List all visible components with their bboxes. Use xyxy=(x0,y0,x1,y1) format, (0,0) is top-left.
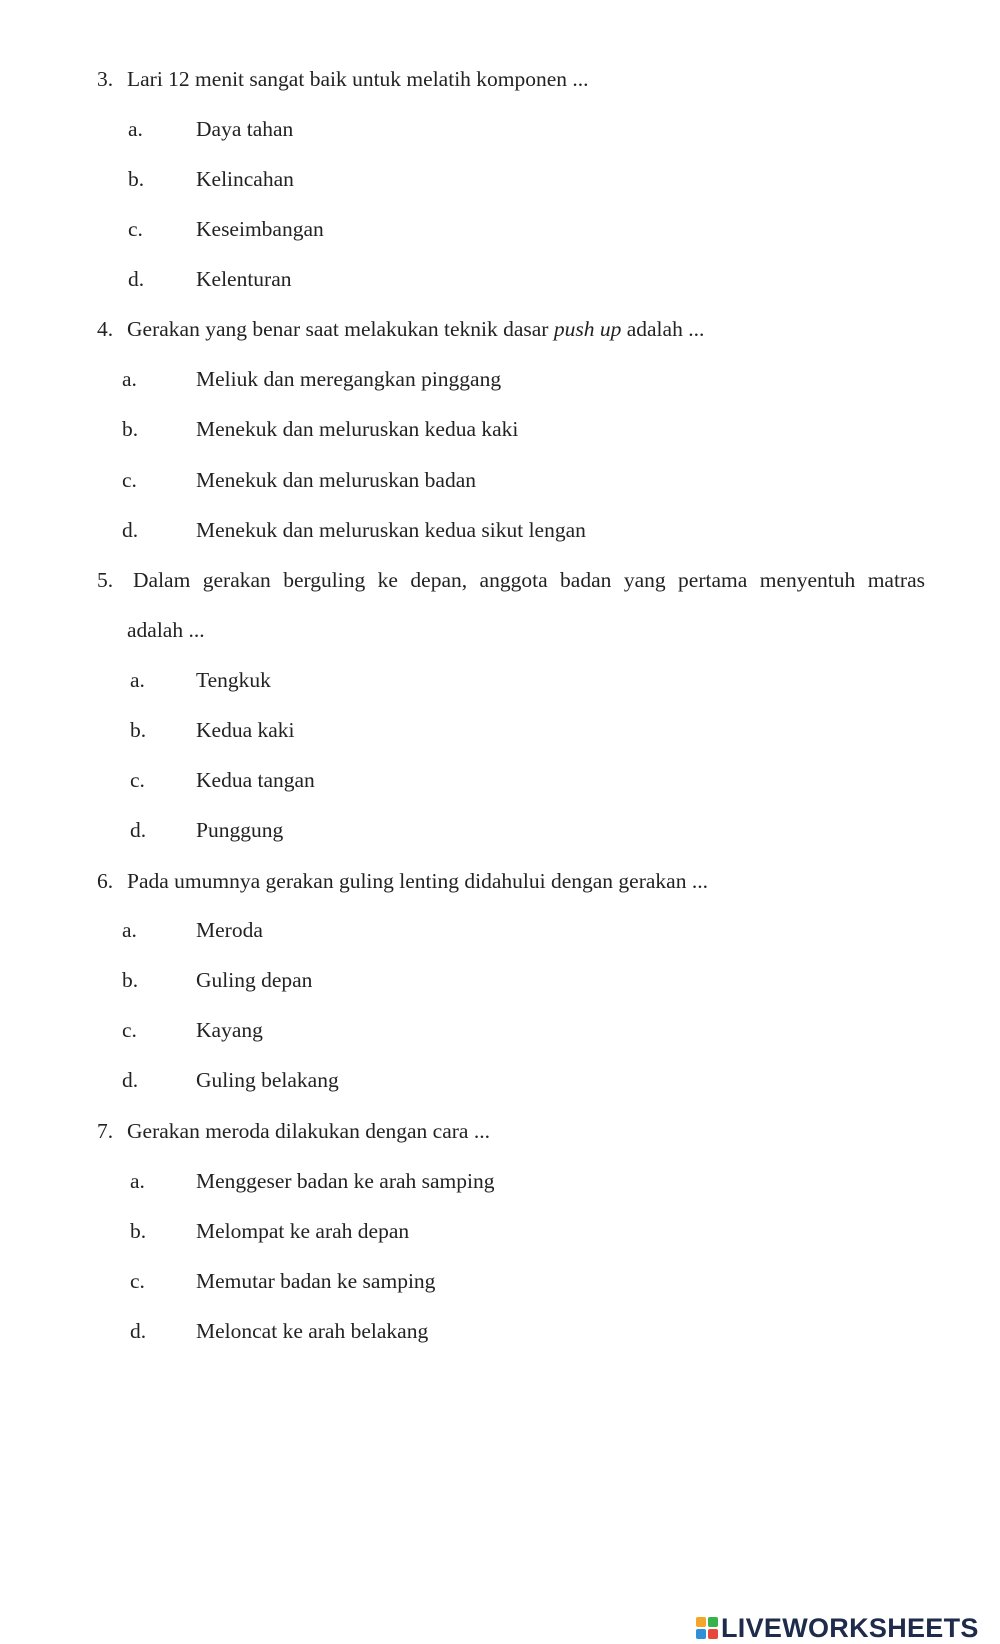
option-letter: b. xyxy=(122,417,139,441)
option-text: Menekuk dan meluruskan badan xyxy=(196,468,477,492)
option-letter: a. xyxy=(128,117,143,141)
question-3 xyxy=(97,67,589,91)
question-text: Gerakan meroda dilakukan dengan cara ... xyxy=(127,1119,490,1143)
logo-square-icon xyxy=(696,1617,706,1627)
option-text: Melompat ke arah depan xyxy=(196,1219,410,1243)
question-6 xyxy=(97,869,708,893)
option-letter: c. xyxy=(128,217,143,241)
option-text: Kayang xyxy=(196,1018,263,1042)
option-letter: a. xyxy=(130,668,145,692)
option-letter: b. xyxy=(128,167,145,191)
option-letter: c. xyxy=(130,1269,145,1293)
option-letter: a. xyxy=(122,918,137,942)
logo-text: LIVEWORKSHEETS xyxy=(721,1612,979,1643)
question-number: 3. xyxy=(97,67,114,91)
option-letter: b. xyxy=(130,718,147,742)
option-text: Meloncat ke arah belakang xyxy=(196,1319,429,1343)
question-text-line1: Dalam gerakan berguling ke depan, anggota badan yang pertama menyentuh matras xyxy=(133,568,925,592)
option-letter: d. xyxy=(130,1319,147,1343)
question-text-italic: push up xyxy=(553,317,622,341)
option-text: Meliuk dan meregangkan pinggang xyxy=(196,367,502,391)
option-text: Tengkuk xyxy=(196,668,271,692)
option-text: Daya tahan xyxy=(196,117,294,141)
question-text-before: Gerakan yang benar saat melakukan teknik dasar xyxy=(127,317,554,341)
question-text: Pada umumnya gerakan guling lenting didahului dengan gerakan ... xyxy=(127,869,708,893)
question-text xyxy=(127,317,704,341)
option-letter: a. xyxy=(122,367,137,391)
option-text: Memutar badan ke samping xyxy=(196,1269,436,1293)
option-text: Kedua kaki xyxy=(196,718,295,742)
option-text: Menekuk dan meluruskan kedua kaki xyxy=(196,417,519,441)
logo-square-icon xyxy=(696,1629,706,1639)
logo-square-icon xyxy=(708,1617,718,1627)
option-letter: c. xyxy=(122,468,137,492)
option-text: Menekuk dan meluruskan kedua sikut lengan xyxy=(196,518,586,542)
question-text-after: adalah ... xyxy=(621,317,705,341)
option-letter: d. xyxy=(122,518,139,542)
option-letter: c. xyxy=(122,1018,137,1042)
option-text: Keseimbangan xyxy=(196,217,324,241)
question-number: 5. xyxy=(97,568,114,592)
question-7 xyxy=(97,1119,490,1143)
option-text: Guling depan xyxy=(196,968,313,992)
liveworksheets-logo-icon xyxy=(696,1617,718,1639)
logo-square-icon xyxy=(708,1629,718,1639)
liveworksheets-logo[interactable] xyxy=(696,1613,979,1643)
question-text: Lari 12 menit sangat baik untuk melatih komponen ... xyxy=(127,67,589,91)
option-letter: d. xyxy=(128,267,145,291)
option-letter: d. xyxy=(122,1068,139,1092)
question-number: 7. xyxy=(97,1119,114,1143)
question-number: 4. xyxy=(97,317,114,341)
option-text: Punggung xyxy=(196,818,284,842)
option-letter: b. xyxy=(122,968,139,992)
option-text: Guling belakang xyxy=(196,1068,339,1092)
question-5 xyxy=(97,568,925,592)
question-4 xyxy=(97,317,704,341)
option-text: Kelincahan xyxy=(196,167,294,191)
question-5-continuation: adalah ... xyxy=(127,618,205,642)
option-letter: c. xyxy=(130,768,145,792)
option-text: Kedua tangan xyxy=(196,768,315,792)
option-text: Kelenturan xyxy=(196,267,292,291)
option-letter: a. xyxy=(130,1169,145,1193)
option-letter: d. xyxy=(130,818,147,842)
option-text: Meroda xyxy=(196,918,263,942)
question-number: 6. xyxy=(97,869,114,893)
option-text: Menggeser badan ke arah samping xyxy=(196,1169,495,1193)
option-letter: b. xyxy=(130,1219,147,1243)
